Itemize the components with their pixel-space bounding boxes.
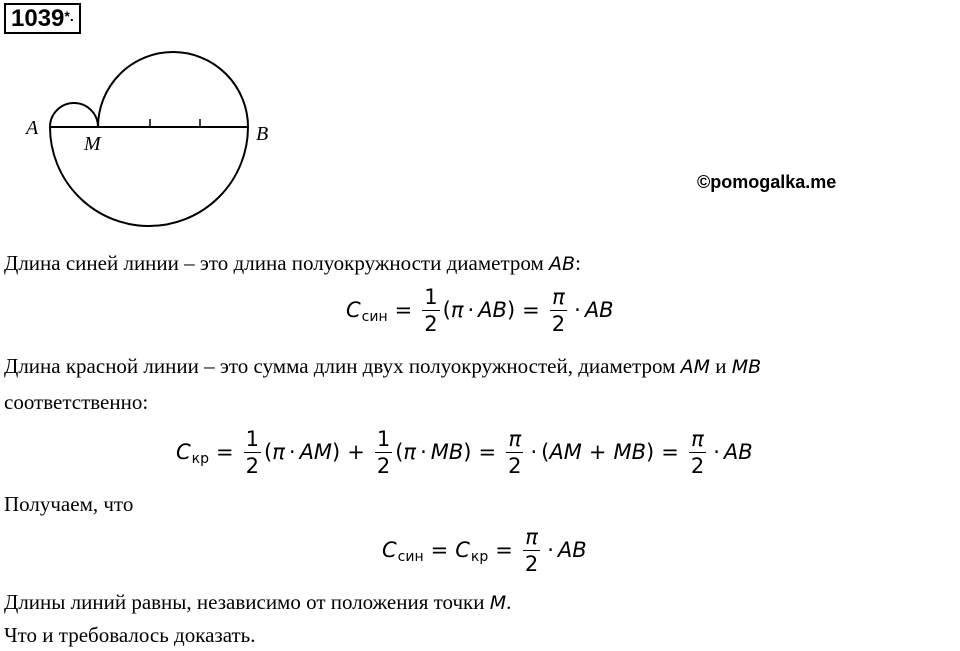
subscript-kr: кр xyxy=(470,549,489,565)
var-ab: AB xyxy=(557,538,587,562)
fraction-pi-half xyxy=(550,284,567,337)
dot-operator: · xyxy=(420,440,427,464)
label-b: B xyxy=(256,123,269,145)
equals-sign: = xyxy=(495,538,513,562)
qed-paragraph: Что и требовалось доказать. xyxy=(4,623,256,647)
problem-mark: *. xyxy=(64,8,74,24)
blue-line-end: : xyxy=(575,251,581,275)
c-symbol: C xyxy=(455,538,470,562)
var-mb: MB xyxy=(430,440,464,464)
red-line-text: Длина красной линии – это сумма длин двух полуокружностей, диаметром xyxy=(4,354,681,378)
c-symbol: C xyxy=(382,538,397,562)
semicircle-mb xyxy=(98,52,248,127)
left-paren: ( xyxy=(541,440,550,464)
c-symbol: C xyxy=(346,298,361,322)
label-a: A xyxy=(26,117,39,139)
red-line-and: и xyxy=(710,354,732,378)
equal-var: M xyxy=(489,592,507,614)
equals-sign: = xyxy=(522,298,540,322)
var-ab: AB xyxy=(723,440,753,464)
watermark: ©pomogalka.me xyxy=(697,172,837,192)
right-paren: ) xyxy=(506,298,516,322)
fraction-pi-half xyxy=(689,426,706,479)
denominator: 2 xyxy=(551,311,566,336)
var-mb: MB xyxy=(613,440,646,464)
formula-blue-length xyxy=(346,282,614,338)
right-paren: ) xyxy=(646,440,655,464)
right-paren: ) xyxy=(463,440,472,464)
left-paren: ( xyxy=(442,298,451,322)
red-line-var-am: AM xyxy=(680,356,711,378)
denominator: 2 xyxy=(245,453,259,478)
fraction-one-half xyxy=(375,426,392,479)
subscript-sin: син xyxy=(361,309,388,325)
problem-number-badge xyxy=(4,3,81,34)
numerator: 1 xyxy=(245,426,259,451)
numerator: 1 xyxy=(376,426,391,451)
semicircle-am xyxy=(50,103,98,127)
plus-sign: + xyxy=(588,440,607,464)
left-paren: ( xyxy=(264,440,273,464)
numerator: π xyxy=(552,284,565,309)
numerator: π xyxy=(525,524,538,549)
get-paragraph: Получаем, что xyxy=(4,492,134,516)
c-symbol: C xyxy=(176,440,191,464)
semicircle-figure xyxy=(20,40,270,240)
blue-line-var: AB xyxy=(549,253,576,275)
numerator: 1 xyxy=(424,284,438,309)
dot-operator: · xyxy=(467,298,475,322)
fraction-one-half xyxy=(244,426,261,479)
formula-equality xyxy=(382,522,587,578)
var-ab: AB xyxy=(478,298,507,322)
equal-end: . xyxy=(506,590,512,614)
problem-number: 1039 xyxy=(11,5,65,32)
var-am: AM xyxy=(299,440,333,464)
semicircle-ab xyxy=(50,127,248,226)
dot-operator: · xyxy=(530,440,538,464)
red-line-continuation: соответственно: xyxy=(4,390,149,414)
var-am: AM xyxy=(549,440,582,464)
fraction-pi-half xyxy=(506,426,523,479)
denominator: 2 xyxy=(376,453,391,478)
red-line-var-mb: MB xyxy=(731,356,762,378)
subscript-sin: син xyxy=(397,549,424,565)
numerator: π xyxy=(691,426,704,451)
pi-symbol: π xyxy=(403,440,417,464)
dot-operator: · xyxy=(574,298,581,322)
equals-sign: = xyxy=(216,440,234,464)
equals-sign: = xyxy=(430,538,449,562)
formula-red-length xyxy=(176,424,753,480)
pi-symbol: π xyxy=(272,440,285,464)
dot-operator: · xyxy=(713,440,720,464)
dot-operator: · xyxy=(547,538,554,562)
subscript-kr: кр xyxy=(191,451,210,467)
label-m: M xyxy=(84,133,101,155)
dot-operator: · xyxy=(288,440,296,464)
fraction-one-half xyxy=(422,284,439,337)
denominator: 2 xyxy=(690,453,705,478)
var-ab: AB xyxy=(584,298,614,322)
plus-sign: + xyxy=(347,440,365,464)
pi-symbol: π xyxy=(450,298,464,322)
equal-paragraph xyxy=(4,589,511,616)
equals-sign: = xyxy=(478,440,497,464)
denominator: 2 xyxy=(424,311,438,336)
denominator: 2 xyxy=(508,453,522,478)
equals-sign: = xyxy=(394,298,413,322)
denominator: 2 xyxy=(524,551,539,576)
red-line-paragraph xyxy=(4,353,761,380)
blue-line-paragraph xyxy=(4,250,581,277)
blue-line-text: Длина синей линии – это длина полуокружности диаметром xyxy=(4,251,550,275)
numerator: π xyxy=(508,426,522,451)
equals-sign: = xyxy=(661,440,679,464)
left-paren: ( xyxy=(395,440,404,464)
equal-text: Длины линий равны, независимо от положения точки xyxy=(4,590,490,614)
right-paren: ) xyxy=(332,440,341,464)
fraction-pi-half xyxy=(523,524,540,577)
